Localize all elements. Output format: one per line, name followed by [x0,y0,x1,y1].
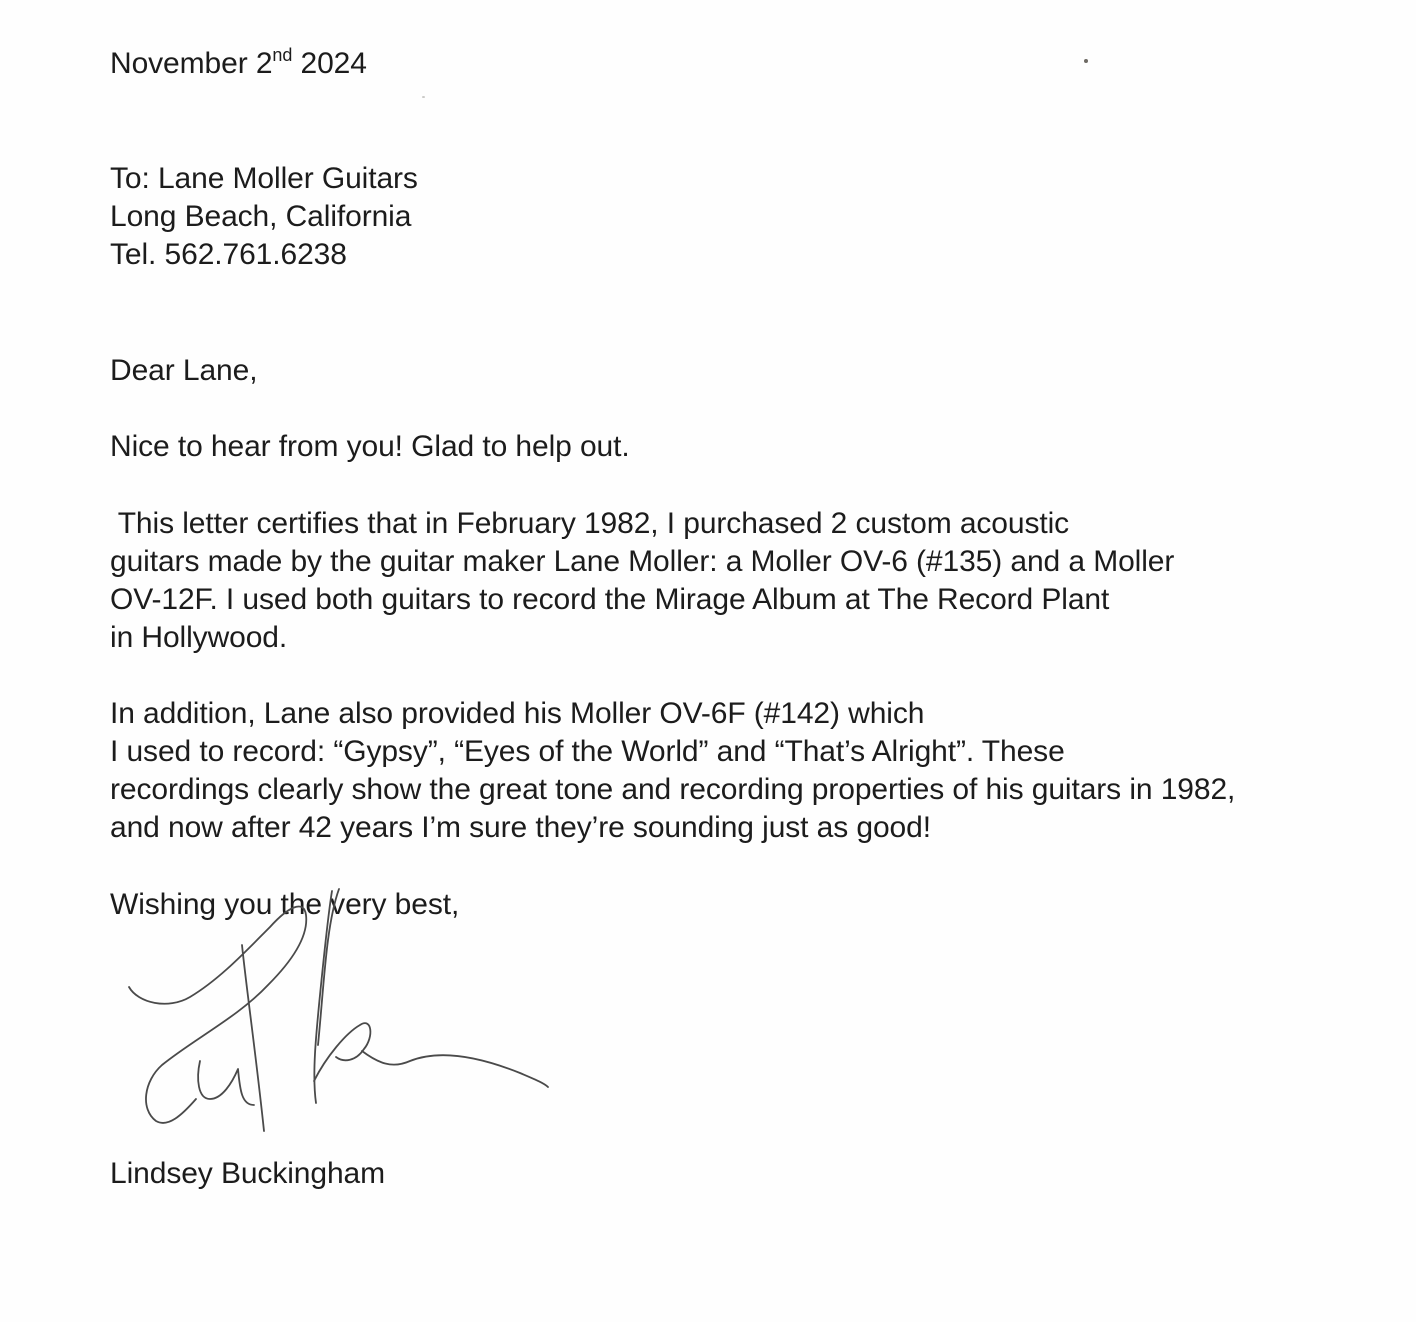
paragraph-line: This letter certifies that in February 1982, I purchased 2 custom acoustic [110,507,1070,540]
handwritten-signature [120,885,560,1140]
paragraph-line: guitars made by the guitar maker Lane Moller: a Moller OV-6 (#135) and a Moller [110,545,1175,578]
paragraph-line: OV-12F. I used both guitars to record the Mirage Album at The Record Plant [110,583,1110,616]
recipient-location: Long Beach, California [110,200,412,233]
closing: Wishing you the very best, [110,888,460,921]
paragraph-line: in Hollywood. [110,621,288,654]
date-ordinal: nd [272,45,293,65]
paragraph-line: and now after 42 years I’m sure they’re sounding just as good! [110,811,931,844]
date-month-day: November 2 [110,47,273,80]
letter-date [110,45,367,83]
paragraph-line: In addition, Lane also provided his Moller OV-6F (#142) which [110,697,925,730]
date-year: 2024 [300,47,367,80]
signer-name: Lindsey Buckingham [110,1157,386,1190]
paragraph-line: recordings clearly show the great tone and recording properties of his guitars in 1982, [110,773,1236,806]
paragraph-line: I used to record: “Gypsy”, “Eyes of the World” and “That’s Alright”. These [110,735,1065,768]
recipient-name: To: Lane Moller Guitars [110,162,418,195]
salutation: Dear Lane, [110,354,258,387]
recipient-phone: Tel. 562.761.6238 [110,238,347,271]
paper-speck [1084,59,1088,63]
paper-speck [422,96,425,98]
paragraph-greeting: Nice to hear from you! Glad to help out. [110,430,630,463]
